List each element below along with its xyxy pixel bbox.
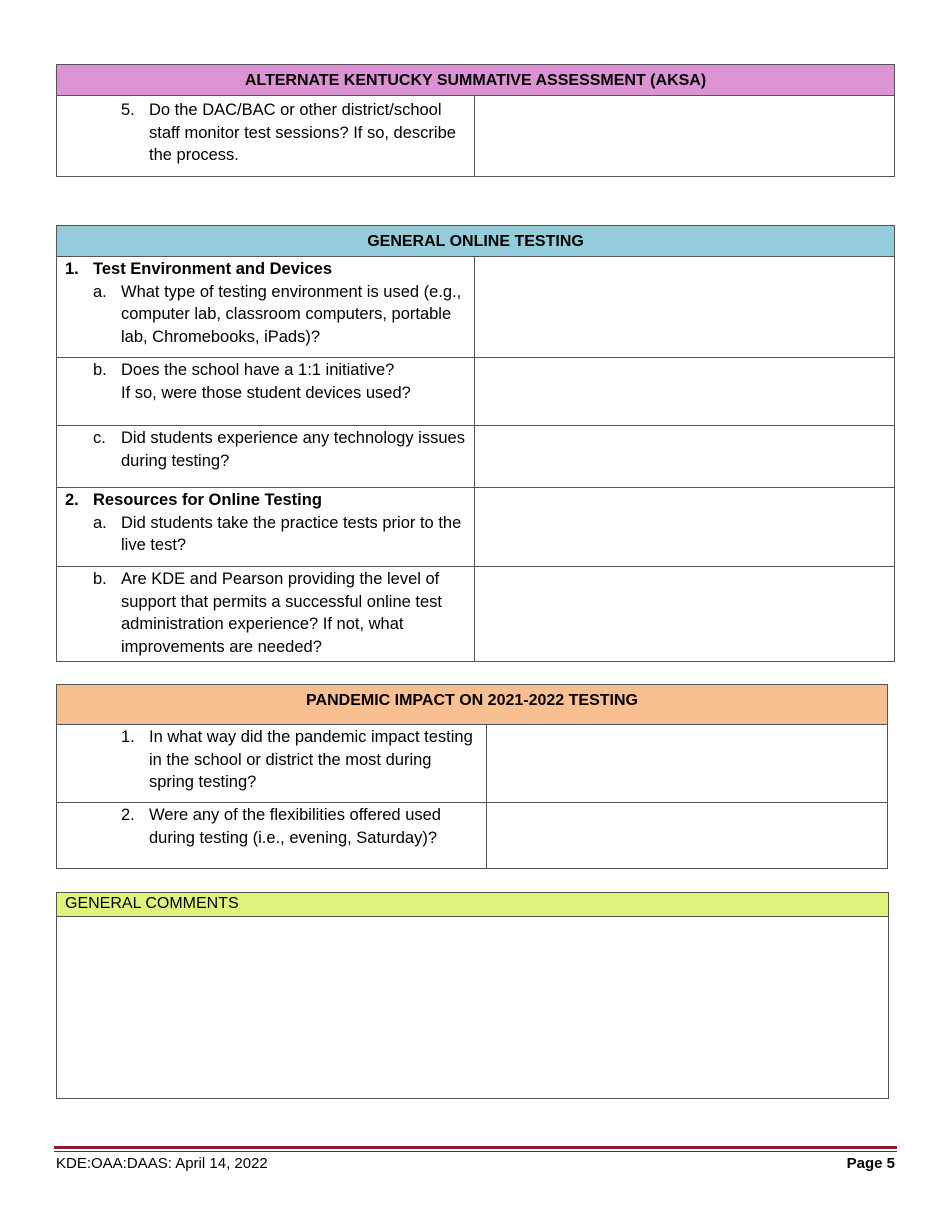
pandemic-question-1 (57, 725, 487, 803)
aksa-table (56, 64, 895, 177)
answer-2b[interactable] (475, 567, 895, 662)
pandemic-impact-table (56, 684, 888, 869)
item-letter: b. (93, 570, 107, 588)
page-number: Page 5 (846, 1155, 895, 1172)
item-letter: a. (93, 282, 107, 301)
aksa-answer-5[interactable] (475, 96, 895, 177)
general-comments-title: GENERAL COMMENTS (57, 893, 889, 917)
section-2-item-b (57, 567, 475, 662)
question-text: In what way did the pandemic impact testing in the school or district the most during spring testing? (149, 728, 473, 791)
question-number: 2. (121, 806, 135, 824)
pandemic-answer-1[interactable] (487, 725, 888, 803)
question-text: Were any of the flexibilities offered used during testing (i.e., evening, Saturday)? (149, 806, 441, 847)
section-2-item-a (57, 488, 475, 567)
aksa-title: ALTERNATE KENTUCKY SUMMATIVE ASSESSMENT (AKSA) (57, 65, 895, 96)
section-heading: Test Environment and Devices (93, 260, 333, 278)
item-letter: c. (93, 429, 106, 447)
general-online-testing-table (56, 225, 895, 662)
answer-1a[interactable] (475, 257, 895, 358)
aksa-question-5 (57, 96, 475, 177)
pandemic-title: PANDEMIC IMPACT ON 2021-2022 TESTING (57, 685, 888, 725)
footer-date: KDE:OAA:DAAS: April 14, 2022 (56, 1155, 268, 1172)
section-1-item-a (57, 257, 475, 358)
general-comments-box[interactable] (57, 917, 889, 1099)
item-text: Are KDE and Pearson providing the level of support that permits a successful online test administration experience? If not, what improvements are needed? (121, 570, 442, 656)
question-number: 1. (121, 728, 135, 746)
item-text: Did students take the practice tests prior to the live test? (121, 513, 462, 554)
item-letter: b. (93, 361, 107, 379)
section-number: 2. (65, 491, 79, 509)
answer-1c[interactable] (475, 426, 895, 488)
item-text-line2: If so, were those student devices used? (121, 383, 411, 402)
item-text: Does the school have a 1:1 initiative? (121, 361, 395, 379)
question-number: 5. (121, 101, 135, 119)
pandemic-question-2 (57, 803, 487, 869)
item-text: What type of testing environment is used (e.g., computer lab, classroom computers, portable lab, Chromebooks, iPads)? (121, 282, 462, 346)
general-online-title: GENERAL ONLINE TESTING (57, 226, 895, 257)
answer-1b[interactable] (475, 358, 895, 426)
section-heading: Resources for Online Testing (93, 491, 322, 509)
section-number: 1. (65, 260, 79, 278)
item-text: Did students experience any technology issues during testing? (121, 429, 465, 470)
general-comments-table (56, 892, 889, 1099)
section-1-item-b (57, 358, 475, 426)
answer-2a[interactable] (475, 488, 895, 567)
item-letter: a. (93, 513, 107, 532)
section-1-item-c (57, 426, 475, 488)
question-text: Do the DAC/BAC or other district/school staff monitor test sessions? If so, describe the process. (149, 101, 456, 164)
footer-rule (54, 1146, 897, 1152)
pandemic-answer-2[interactable] (487, 803, 888, 869)
